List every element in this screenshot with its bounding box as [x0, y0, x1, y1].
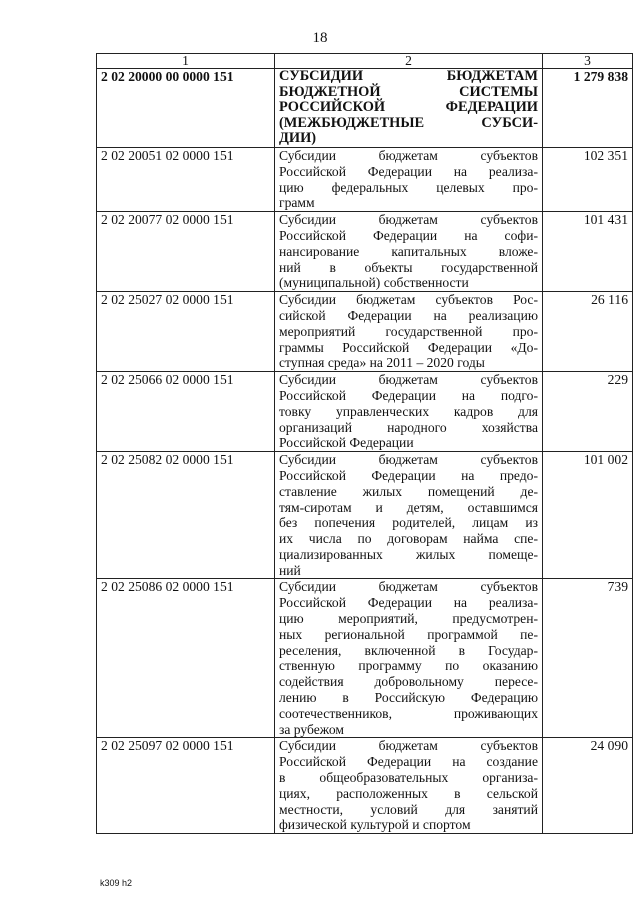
- budget-amount: 1 279 838: [543, 69, 633, 148]
- table-row: [97, 579, 633, 738]
- description-line: цию федеральных целевых про-: [279, 179, 538, 195]
- footer-mark: k309 h2: [100, 878, 133, 888]
- budget-amount: 24 090: [543, 738, 633, 834]
- budget-code: 2 02 25082 02 0000 151: [97, 452, 275, 579]
- budget-code: 2 02 25086 02 0000 151: [97, 579, 275, 738]
- description-line: ДИИ): [279, 130, 317, 147]
- description-line: сийской Федерации на реализацию: [279, 307, 538, 323]
- description-line: цию мероприятий, предусмотрен-: [279, 611, 538, 627]
- budget-description: [275, 292, 543, 372]
- page-number: 18: [312, 30, 328, 46]
- description-line: РОССИЙСКОЙ ФЕДЕРАЦИИ: [279, 99, 538, 116]
- description-line: мероприятий государственной про-: [279, 323, 538, 339]
- description-line: местности, условий для занятий: [279, 801, 538, 817]
- description-line: ний: [279, 562, 301, 578]
- description-line: ступная среда» на 2011 – 2020 годы: [279, 355, 485, 371]
- column-header: 2: [275, 54, 543, 69]
- description-line: Российской Федерации на предо-: [279, 467, 538, 483]
- budget-amount: 102 351: [543, 147, 633, 211]
- budget-amount: 101 431: [543, 212, 633, 292]
- description-line: граммы Российской Федерации «До-: [279, 339, 538, 355]
- description-line: в общеобразовательных организа-: [279, 770, 538, 786]
- table-row: [97, 69, 633, 148]
- column-header: 3: [543, 54, 633, 69]
- description-line: Российской Федерации на софи-: [279, 227, 538, 243]
- description-line: ний в объекты государственной: [279, 259, 538, 275]
- table-row: [97, 372, 633, 452]
- description-line: реселения, включенной в Государ-: [279, 642, 538, 658]
- budget-code: 2 02 20077 02 0000 151: [97, 212, 275, 292]
- description-line: Субсидии бюджетам субъектов Рос-: [279, 292, 538, 308]
- budget-code: 2 02 20051 02 0000 151: [97, 147, 275, 211]
- description-line: лению в Российскую Федерацию: [279, 690, 538, 706]
- description-line: нансирование капитальных вложе-: [279, 243, 538, 259]
- budget-code: 2 02 20000 00 0000 151: [97, 69, 275, 148]
- description-line: физической культурой и спортом: [279, 817, 471, 833]
- description-line: соотечественников, проживающих: [279, 705, 538, 721]
- budget-code: 2 02 25066 02 0000 151: [97, 372, 275, 452]
- budget-description: [275, 69, 543, 148]
- budget-description: [275, 372, 543, 452]
- description-line: организаций народного хозяйства: [279, 419, 538, 435]
- table-row: [97, 147, 633, 211]
- description-line: ставление жилых помещений де-: [279, 483, 538, 499]
- description-line: тям-сиротам и детям, оставшимся: [279, 499, 538, 515]
- description-line: СУБСИДИИ БЮДЖЕТАМ: [279, 68, 538, 84]
- description-line: Российской Федерации на создание: [279, 754, 538, 770]
- budget-amount: 101 002: [543, 452, 633, 579]
- table-row: [97, 738, 633, 834]
- budget-code: 2 02 25097 02 0000 151: [97, 738, 275, 834]
- budget-description: [275, 212, 543, 292]
- description-line: Субсидии бюджетам субъектов: [279, 738, 538, 754]
- column-number-row: [97, 54, 633, 69]
- description-line: Субсидии бюджетам субъектов: [279, 212, 538, 228]
- budget-description: [275, 147, 543, 211]
- description-line: Субсидии бюджетам субъектов: [279, 372, 538, 388]
- table-row: [97, 292, 633, 372]
- description-line: циях, расположенных в сельской: [279, 785, 538, 801]
- description-line: ственную программу по оказанию: [279, 658, 538, 674]
- description-line: ных региональной программой пе-: [279, 626, 538, 642]
- budget-description: [275, 579, 543, 738]
- column-header: 1: [97, 54, 275, 69]
- description-line: Российской Федерации на подго-: [279, 387, 538, 403]
- table-row: [97, 212, 633, 292]
- budget-table: [96, 53, 633, 834]
- description-line: их числа по договорам найма спе-: [279, 531, 538, 547]
- description-line: без попечения родителей, лицам из: [279, 515, 538, 531]
- description-line: (МЕЖБЮДЖЕТНЫЕ СУБСИ-: [279, 114, 538, 131]
- description-line: Субсидии бюджетам субъектов: [279, 147, 538, 163]
- description-line: Субсидии бюджетам субъектов: [279, 452, 538, 468]
- budget-description: [275, 738, 543, 834]
- budget-code: 2 02 25027 02 0000 151: [97, 292, 275, 372]
- table-row: [97, 452, 633, 579]
- description-line: БЮДЖЕТНОЙ СИСТЕМЫ: [279, 83, 538, 100]
- description-line: за рубежом: [279, 721, 345, 737]
- description-line: (муниципальной) собственности: [279, 275, 469, 291]
- budget-amount: 229: [543, 372, 633, 452]
- description-line: содействия добровольному пересе-: [279, 674, 538, 690]
- description-line: грамм: [279, 195, 315, 211]
- description-line: Российской Федерации на реализа-: [279, 163, 538, 179]
- budget-amount: 739: [543, 579, 633, 738]
- description-line: товку управленческих кадров для: [279, 403, 538, 419]
- description-line: циализированных жилых помеще-: [279, 546, 538, 562]
- description-line: Российской Федерации на реализа-: [279, 595, 538, 611]
- budget-description: [275, 452, 543, 579]
- budget-amount: 26 116: [543, 292, 633, 372]
- description-line: Субсидии бюджетам субъектов: [279, 579, 538, 595]
- description-line: Российской Федерации: [279, 435, 414, 451]
